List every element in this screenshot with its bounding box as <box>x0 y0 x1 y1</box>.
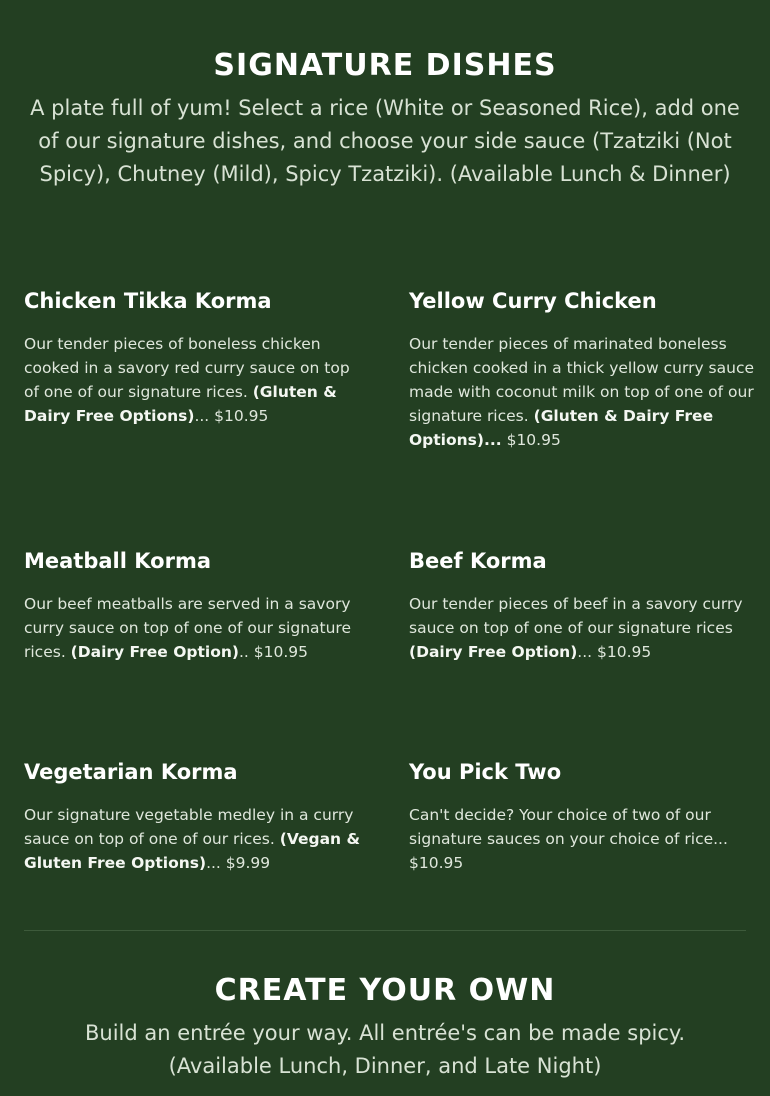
dish-option: (Dairy Free Option) <box>409 643 578 661</box>
dish-option: (Gluten & Dairy Free Options)... <box>409 407 714 449</box>
dish-price: ... $10.95 <box>194 407 269 425</box>
dish-description <box>409 592 754 664</box>
dish-item <box>24 759 369 875</box>
dish-description <box>409 332 754 452</box>
dish-price: ... $9.99 <box>206 854 271 872</box>
dish-description <box>24 592 369 664</box>
dish-name: Meatball Korma <box>24 549 212 573</box>
dish-desc-text: Our tender pieces of beef in a savory curry sauce on top of one of our signature rices <box>409 595 743 637</box>
dish-item <box>24 288 369 428</box>
dish-description <box>24 803 369 875</box>
dish-name: Beef Korma <box>409 549 547 573</box>
dish-desc-text: Can't decide? Your choice of two of our signature sauces on your choice of rice... $10.95 <box>409 806 728 872</box>
create-your-own-subtitle: Build an entrée your way. All entrée's can be made spicy. (Available Lunch, Dinner, and Late Night) <box>84 1021 686 1078</box>
dish-description <box>24 332 369 428</box>
dish-name: Chicken Tikka Korma <box>24 289 272 313</box>
dish-desc-text: Our tender pieces of boneless chicken cooked in a savory red curry sauce on top of one of our signature rices. <box>24 335 350 401</box>
dish-price: .. $10.95 <box>238 643 308 661</box>
dish-item <box>409 548 754 664</box>
dish-desc-text: Our tender pieces of marinated boneless chicken cooked in a thick yellow curry sauce made with coconut milk on top of one of our signature rices. <box>409 335 754 425</box>
signature-dishes-title: SIGNATURE DISHES <box>213 48 557 83</box>
dish-item <box>24 548 369 664</box>
dish-name: Vegetarian Korma <box>24 760 238 784</box>
dish-price: ... $10.95 <box>577 643 652 661</box>
dish-desc-text: Our beef meatballs are served in a savory curry sauce on top of one of our signature rices. <box>24 595 351 661</box>
dish-item <box>409 759 754 875</box>
dish-name: Yellow Curry Chicken <box>409 289 657 313</box>
section-divider <box>24 930 746 931</box>
dish-option: (Gluten & Dairy Free Options) <box>24 383 337 425</box>
signature-dishes-subtitle: A plate full of yum! Select a rice (White or Seasoned Rice), add one of our signature dishes, and choose your side sauce (Tzatziki (Not Spicy), Chutney (Mild), Spicy Tzatziki). (Available Lunch & Dinner) <box>30 96 740 186</box>
dish-price: $10.95 <box>501 431 561 449</box>
dish-desc-text: Our signature vegetable medley in a curry sauce on top of one of our rices. <box>24 806 354 848</box>
dish-item <box>409 288 754 452</box>
dish-option: (Dairy Free Option) <box>70 643 239 661</box>
dish-description <box>409 803 754 875</box>
create-your-own-title: CREATE YOUR OWN <box>214 973 556 1008</box>
dish-option: (Vegan & Gluten Free Options) <box>24 830 360 872</box>
dish-name: You Pick Two <box>409 760 562 784</box>
